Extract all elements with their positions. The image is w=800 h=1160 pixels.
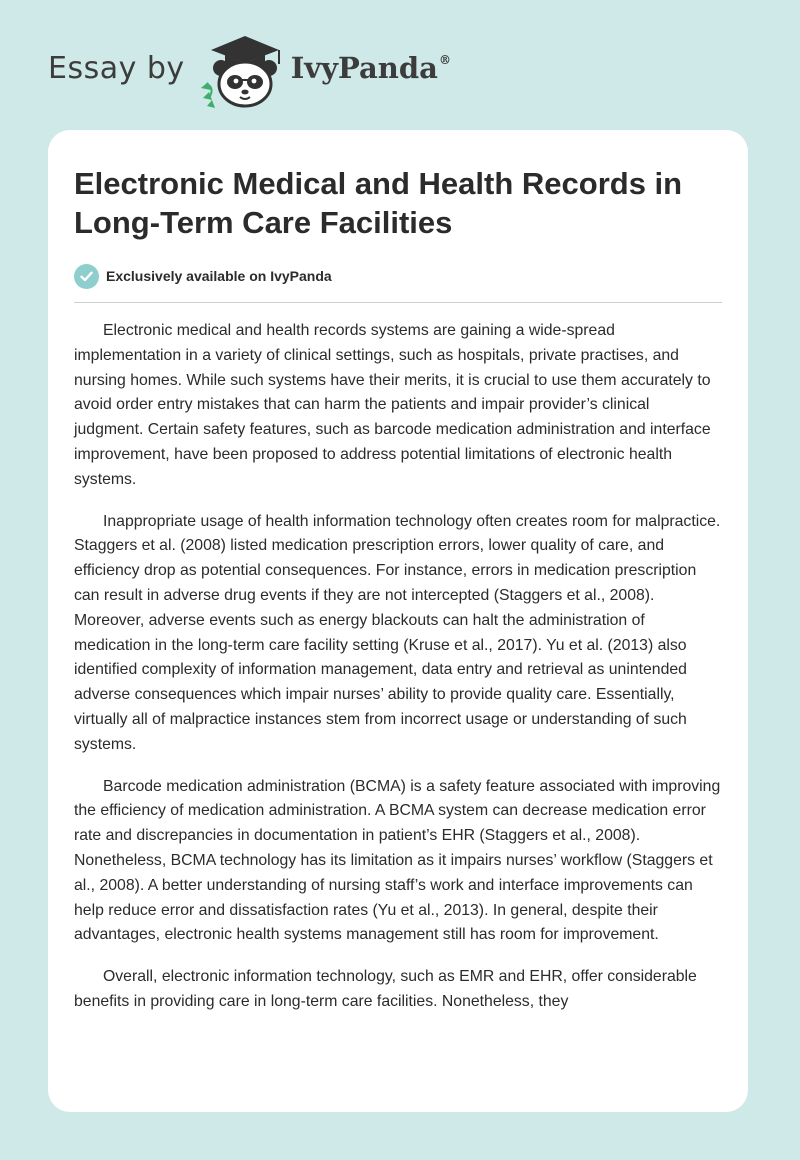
registered-mark: ® [438,53,451,67]
paragraph: Barcode medication administration (BCMA) is a safety feature associated with improving the efficiency of medication administration. A BCMA system can decrease medication error rate and discrepancies in documentation in patient’s EHR (Staggers et al., 2008). Nonetheless, BCMA technology has its limitation as it impairs nurses’ workflow (Staggers et al., 2008). A better understanding of nursing staff’s work and interface improvements can help reduce error and dissatisfaction rates (Yu et al., 2013). In general, despite their advantages, electronic health systems management still has room for improvement. [74,777,721,944]
paragraph: Electronic medical and health records systems are gaining a wide-spread implementation in a variety of clinical settings, such as hospitals, private practises, and nursing homes. While such systems have their merits, it is crucial to use them accurately to avoid order entry mistakes that can harm the patients and impair provider’s clinical judgment. Certain safety features, such as barcode medication administration and interface improvement, have been proposed to address potential limitations of electronic health systems. [74,322,711,488]
divider [74,302,722,303]
panda-logo-icon[interactable] [197,30,289,110]
exclusive-badge [74,263,722,289]
paragraph: Inappropriate usage of health information technology often creates room for malpractice. Staggers et al. (2008) listed medication prescription errors, lower quality of care, and efficiency drop as potential consequences. For instance, errors in medication prescription can result in adverse drug events if they are not intercepted (Staggers et al., 2008). Moreover, adverse events such as energy blackouts can halt the administration of medication in the long-term care facility setting (Kruse et al., 2017). Yu et al. (2013) also identified complexity of information management, data entry and retrieval as unintended adverse consequences which impair nurses’ ability to provide quality care. Essentially, virtually all of malpractice instances stem from incorrect usage or understanding of such systems. [74,512,721,753]
check-circle-icon [74,264,99,289]
brand-name[interactable]: IvyPanda® [290,51,451,85]
badge-label: Exclusively available on IvyPanda [106,268,332,284]
paragraph: Overall, electronic information technology, such as EMR and EHR, offer considerable benefits in providing care in long-term care facilities. Nonetheless, they [74,968,697,1010]
brand-header [48,30,451,110]
essay-title: Electronic Medical and Health Records in Long-Term Care Facilities [74,166,683,240]
essay-body [74,319,722,1015]
essay-card [48,130,748,1112]
brand-prefix: Essay by [48,50,185,86]
